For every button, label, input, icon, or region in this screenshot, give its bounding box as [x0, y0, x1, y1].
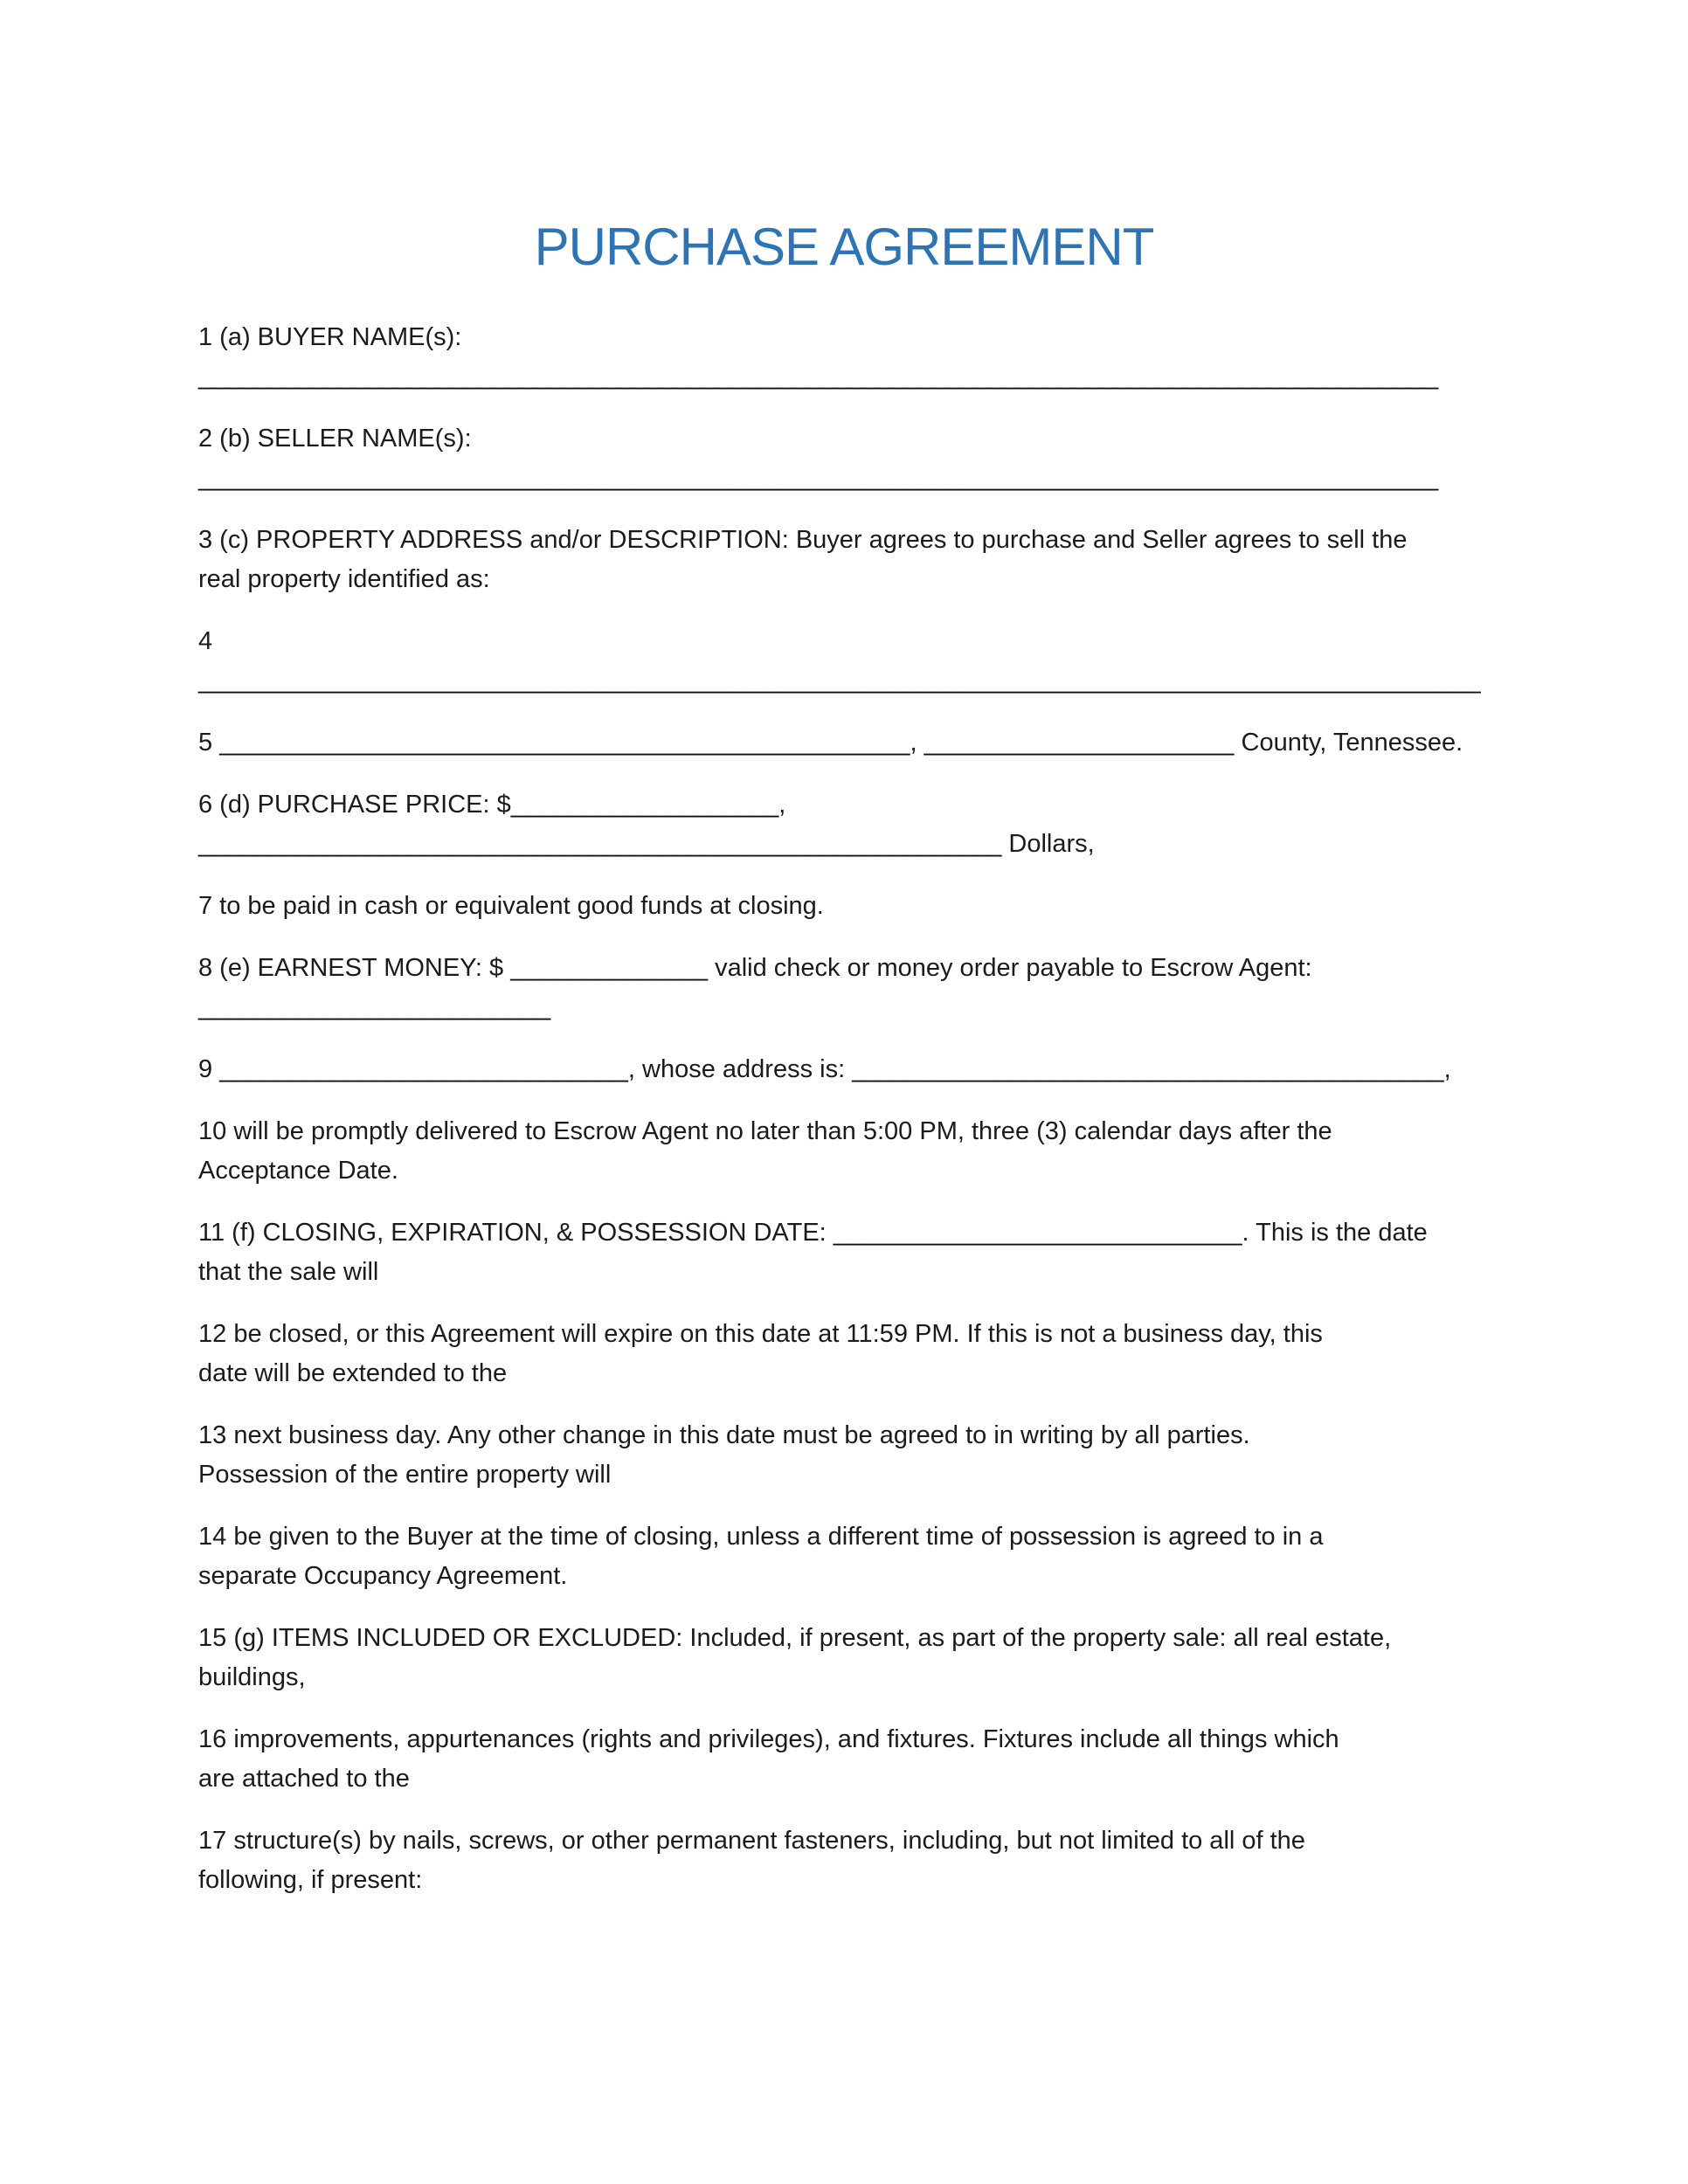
closing-date-blank[interactable]: _____________________________ [833, 1219, 1242, 1247]
items-included-clause [198, 1619, 1490, 1697]
payment-terms-text: 7 to be paid in cash or equivalent good funds at closing. [198, 892, 824, 920]
expiration-terms-line1: 12 be closed, or this Agreement will expire on this date at 11:59 PM. If this is not a business day, this [198, 1320, 1323, 1348]
escrow-trailing-comma: , [1443, 1055, 1451, 1083]
delivery-terms-line1: 10 will be promptly delivered to Escrow Agent no later than 5:00 PM, three (3) calendar days after the [198, 1117, 1332, 1145]
property-address-clause [198, 521, 1490, 599]
line-number-5: 5 [198, 729, 220, 757]
structures-clause [198, 1821, 1490, 1900]
county-state-suffix: County, Tennessee. [1234, 729, 1463, 757]
line-number-9: 9 [198, 1055, 220, 1083]
county-blank[interactable]: ______________________ [924, 729, 1235, 757]
purchase-price-line [198, 785, 1490, 864]
earnest-money-terms: valid check or money order payable to Escrow Agent: [708, 954, 1312, 982]
possession-terms-line1: 14 be given to the Buyer at the time of closing, unless a different time of possession is agreed to in a [198, 1523, 1324, 1551]
property-address-text-line2: real property identified as: [198, 565, 490, 593]
improvements-line1: 16 improvements, appurtenances (rights and privileges), and fixtures. Fixtures include all things which [198, 1725, 1339, 1753]
document-title: PURCHASE AGREEMENT [534, 218, 1154, 276]
buyer-name-blank[interactable]: ________________________________________________________________________________________ [198, 363, 1439, 390]
business-day-terms-line1: 13 next business day. Any other change in this date must be agreed to in writing by all parties. [198, 1421, 1250, 1449]
seller-name-blank[interactable]: ________________________________________________________________________________________ [198, 464, 1439, 492]
items-included-line1: 15 (g) ITEMS INCLUDED OR EXCLUDED: Included, if present, as part of the property sale: all real estate, [198, 1624, 1392, 1652]
escrow-agent-address-blank[interactable]: __________________________________________ [852, 1055, 1444, 1083]
seller-name-line [198, 419, 1490, 498]
dollars-suffix: Dollars, [1001, 830, 1095, 858]
property-address-text-line1: 3 (c) PROPERTY ADDRESS and/or DESCRIPTION: Buyer agrees to purchase and Seller agrees to sell the [198, 526, 1408, 554]
payment-terms-line [198, 887, 1490, 926]
city-blank[interactable]: _________________________________________________ [219, 729, 910, 757]
possession-terms-clause [198, 1517, 1490, 1596]
expiration-terms-clause [198, 1315, 1490, 1393]
earnest-money-line [198, 949, 1490, 1027]
line-number-4: 4 [198, 627, 213, 655]
delivery-terms-clause [198, 1112, 1490, 1191]
closing-date-suffix: . This is the date [1242, 1219, 1428, 1247]
escrow-address-label: , whose address is: [627, 1055, 853, 1083]
structures-line1: 17 structure(s) by nails, screws, or other permanent fasteners, including, but not limited to all of the [198, 1827, 1305, 1855]
closing-date-line [198, 1213, 1490, 1292]
expiration-terms-line2: date will be extended to the [198, 1359, 508, 1387]
escrow-agent-name-blank[interactable]: _____________________________ [219, 1055, 628, 1083]
purchase-price-comma: , [778, 791, 786, 819]
closing-date-label: 11 (f) CLOSING, EXPIRATION, & POSSESSION DATE: [198, 1219, 834, 1247]
items-included-line2: buildings, [198, 1663, 306, 1691]
purchase-price-label: 6 (d) PURCHASE PRICE: $ [198, 791, 511, 819]
purchase-price-amount-blank[interactable]: ___________________ [510, 791, 779, 819]
property-description-line [198, 622, 1490, 701]
earnest-money-amount-blank[interactable]: ______________ [510, 954, 709, 982]
earnest-money-label: 8 (e) EARNEST MONEY: $ [198, 954, 511, 982]
business-day-terms-clause [198, 1416, 1490, 1495]
property-description-blank[interactable]: ___________________________________________________________________________________________ [198, 667, 1481, 695]
escrow-agent-blank[interactable]: _________________________ [198, 993, 551, 1021]
business-day-terms-line2: Possession of the entire property will [198, 1461, 612, 1489]
structures-line2: following, if present: [198, 1866, 423, 1894]
city-county-separator: , [910, 729, 924, 757]
closing-date-continuation: that the sale will [198, 1258, 379, 1286]
delivery-terms-line2: Acceptance Date. [198, 1157, 398, 1185]
buyer-name-label: 1 (a) BUYER NAME(s): [198, 323, 462, 351]
possession-terms-line2: separate Occupancy Agreement. [198, 1562, 568, 1590]
escrow-agent-line [198, 1050, 1490, 1089]
buyer-name-line [198, 318, 1490, 397]
city-county-line [198, 723, 1490, 763]
improvements-clause [198, 1720, 1490, 1799]
purchase-price-words-blank[interactable]: _________________________________________________________ [198, 830, 1002, 858]
improvements-line2: are attached to the [198, 1765, 410, 1793]
seller-name-label: 2 (b) SELLER NAME(s): [198, 425, 472, 453]
